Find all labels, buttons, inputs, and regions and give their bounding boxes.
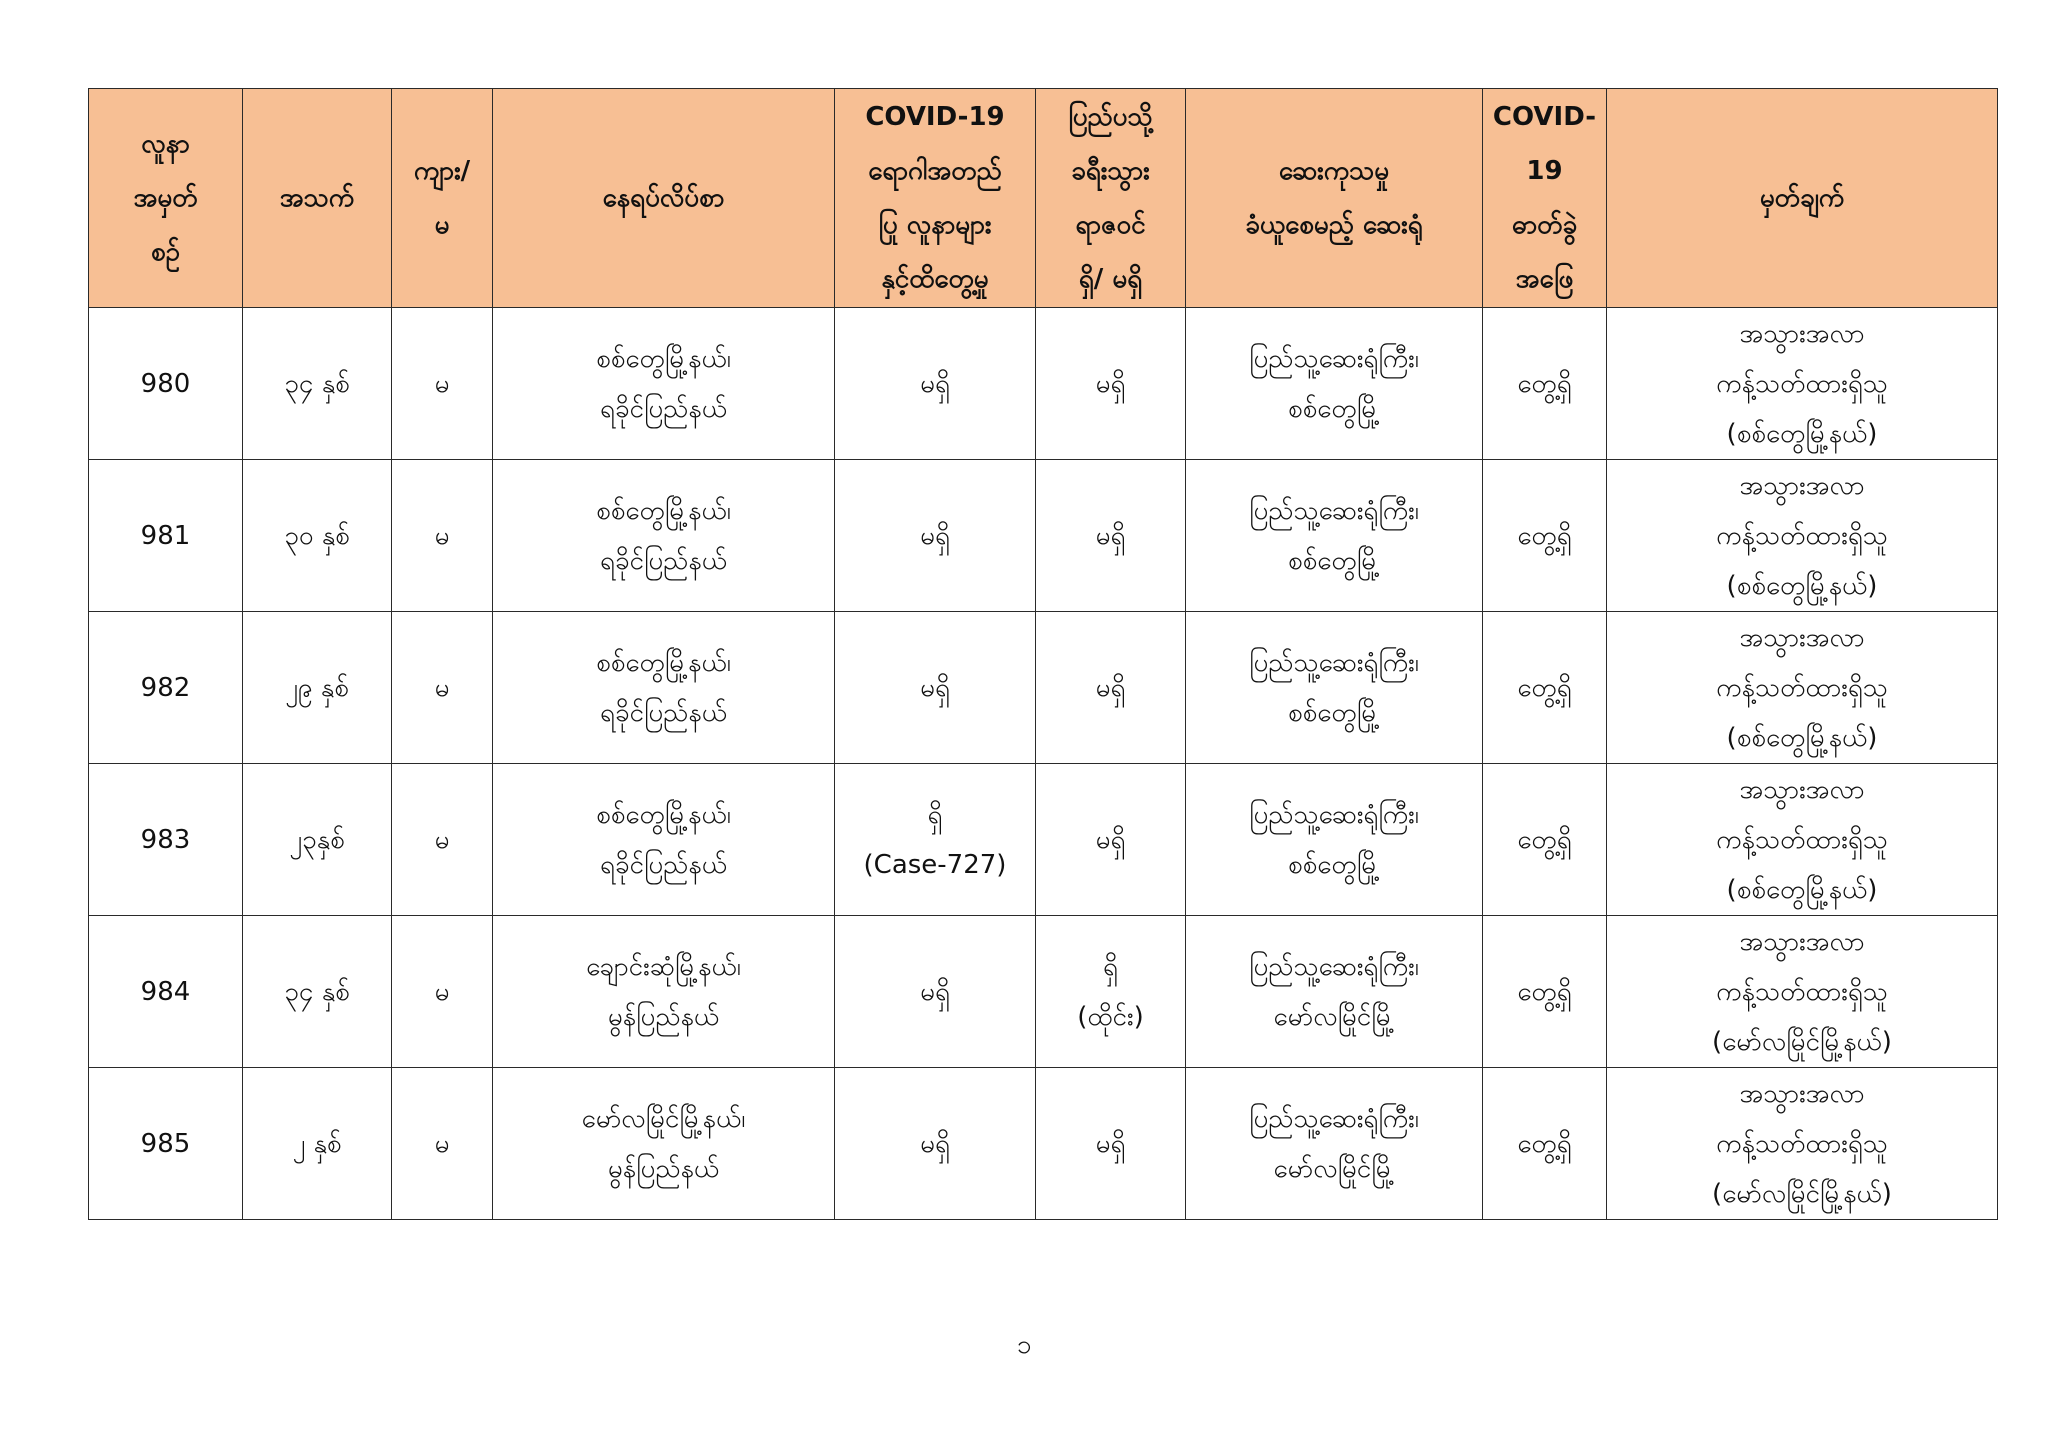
cell-sex: မ (392, 460, 493, 612)
cell-remark: အသွားအလာ ကန့်သတ်ထားရှိသူ (စစ်တွေမြို့နယ်) (1607, 460, 1998, 612)
cell-address: စစ်တွေမြို့နယ်၊ ရခိုင်ပြည်နယ် (493, 612, 835, 764)
cell-case-number: 983 (89, 764, 243, 916)
cell-sex: မ (392, 612, 493, 764)
cell-age: ၂ နှစ် (243, 1068, 392, 1220)
cell-remark: အသွားအလာ ကန့်သတ်ထားရှိသူ (စစ်တွေမြို့နယ်) (1607, 612, 1998, 764)
cell-travel-history: ရှိ (ထိုင်း) (1036, 916, 1186, 1068)
cell-lab-result: တွေ့ရှိ (1483, 612, 1607, 764)
cell-sex: မ (392, 308, 493, 460)
table-body (89, 308, 1998, 1220)
covid-cases-table (88, 88, 1998, 1220)
cell-case-number: 982 (89, 612, 243, 764)
table-row (89, 1068, 1998, 1220)
cell-hospital: ပြည်သူ့ဆေးရုံကြီး၊ စစ်တွေမြို့ (1186, 764, 1483, 916)
cell-case-number: 985 (89, 1068, 243, 1220)
header-sex: ကျား/ မ (392, 89, 493, 308)
cell-remark: အသွားအလာ ကန့်သတ်ထားရှိသူ (စစ်တွေမြို့နယ်) (1607, 308, 1998, 460)
header-address: နေရပ်လိပ်စာ (493, 89, 835, 308)
cell-age: ၂၉ နှစ် (243, 612, 392, 764)
cell-lab-result: တွေ့ရှိ (1483, 1068, 1607, 1220)
cell-contact: ရှိ (Case-727) (835, 764, 1036, 916)
cell-lab-result: တွေ့ရှိ (1483, 916, 1607, 1068)
cell-address: စစ်တွေမြို့နယ်၊ ရခိုင်ပြည်နယ် (493, 308, 835, 460)
header-age: အသက် (243, 89, 392, 308)
cell-lab-result: တွေ့ရှိ (1483, 764, 1607, 916)
cell-contact: မရှိ (835, 1068, 1036, 1220)
cell-age: ၃၀ နှစ် (243, 460, 392, 612)
header-contact: COVID-19 ရောဂါအတည် ပြု လူနာများ နှင့်ထိတွေ့မှု (835, 89, 1036, 308)
page-number: ၁ (1016, 1330, 1032, 1360)
table-row (89, 308, 1998, 460)
cell-case-number: 984 (89, 916, 243, 1068)
cell-lab-result: တွေ့ရှိ (1483, 308, 1607, 460)
table-row (89, 612, 1998, 764)
cell-age: ၂၃နှစ် (243, 764, 392, 916)
cell-age: ၃၄ နှစ် (243, 916, 392, 1068)
cell-travel-history: မရှိ (1036, 612, 1186, 764)
cell-contact: မရှိ (835, 612, 1036, 764)
cell-remark: အသွားအလာ ကန့်သတ်ထားရှိသူ (မော်လမြိုင်မြို့နယ်) (1607, 916, 1998, 1068)
cell-travel-history: မရှိ (1036, 764, 1186, 916)
cell-hospital: ပြည်သူ့ဆေးရုံကြီး၊ စစ်တွေမြို့ (1186, 612, 1483, 764)
cell-sex: မ (392, 916, 493, 1068)
header-case-number: လူနာ အမှတ် စဉ် (89, 89, 243, 308)
table-row (89, 916, 1998, 1068)
header-row (89, 89, 1998, 308)
header-lab-result: COVID- 19 ဓာတ်ခွဲ အဖြေ (1483, 89, 1607, 308)
cell-age: ၃၄ နှစ် (243, 308, 392, 460)
cell-address: စစ်တွေမြို့နယ်၊ ရခိုင်ပြည်နယ် (493, 764, 835, 916)
cell-address: စစ်တွေမြို့နယ်၊ ရခိုင်ပြည်နယ် (493, 460, 835, 612)
table-row (89, 764, 1998, 916)
table-row (89, 460, 1998, 612)
cell-hospital: ပြည်သူ့ဆေးရုံကြီး၊ မော်လမြိုင်မြို့ (1186, 916, 1483, 1068)
cell-case-number: 981 (89, 460, 243, 612)
cell-address: ချောင်းဆုံမြို့နယ်၊ မွန်ပြည်နယ် (493, 916, 835, 1068)
cell-hospital: ပြည်သူ့ဆေးရုံကြီး၊ စစ်တွေမြို့ (1186, 460, 1483, 612)
cell-hospital: ပြည်သူ့ဆေးရုံကြီး၊ မော်လမြိုင်မြို့ (1186, 1068, 1483, 1220)
cell-sex: မ (392, 764, 493, 916)
table-header (89, 89, 1998, 308)
cell-contact: မရှိ (835, 916, 1036, 1068)
header-travel-history: ပြည်ပသို့ ခရီးသွား ရာဇဝင် ရှိ/ မရှိ (1036, 89, 1186, 308)
cell-hospital: ပြည်သူ့ဆေးရုံကြီး၊ စစ်တွေမြို့ (1186, 308, 1483, 460)
cell-case-number: 980 (89, 308, 243, 460)
cell-sex: မ (392, 1068, 493, 1220)
cell-remark: အသွားအလာ ကန့်သတ်ထားရှိသူ (စစ်တွေမြို့နယ်) (1607, 764, 1998, 916)
cell-travel-history: မရှိ (1036, 1068, 1186, 1220)
cell-contact: မရှိ (835, 460, 1036, 612)
cell-remark: အသွားအလာ ကန့်သတ်ထားရှိသူ (မော်လမြိုင်မြို့နယ်) (1607, 1068, 1998, 1220)
header-hospital: ဆေးကုသမှု ခံယူစေမည့် ဆေးရုံ (1186, 89, 1483, 308)
cell-address: မော်လမြိုင်မြို့နယ်၊ မွန်ပြည်နယ် (493, 1068, 835, 1220)
cell-lab-result: တွေ့ရှိ (1483, 460, 1607, 612)
cell-travel-history: မရှိ (1036, 460, 1186, 612)
header-remark: မှတ်ချက် (1607, 89, 1998, 308)
cell-travel-history: မရှိ (1036, 308, 1186, 460)
cell-contact: မရှိ (835, 308, 1036, 460)
